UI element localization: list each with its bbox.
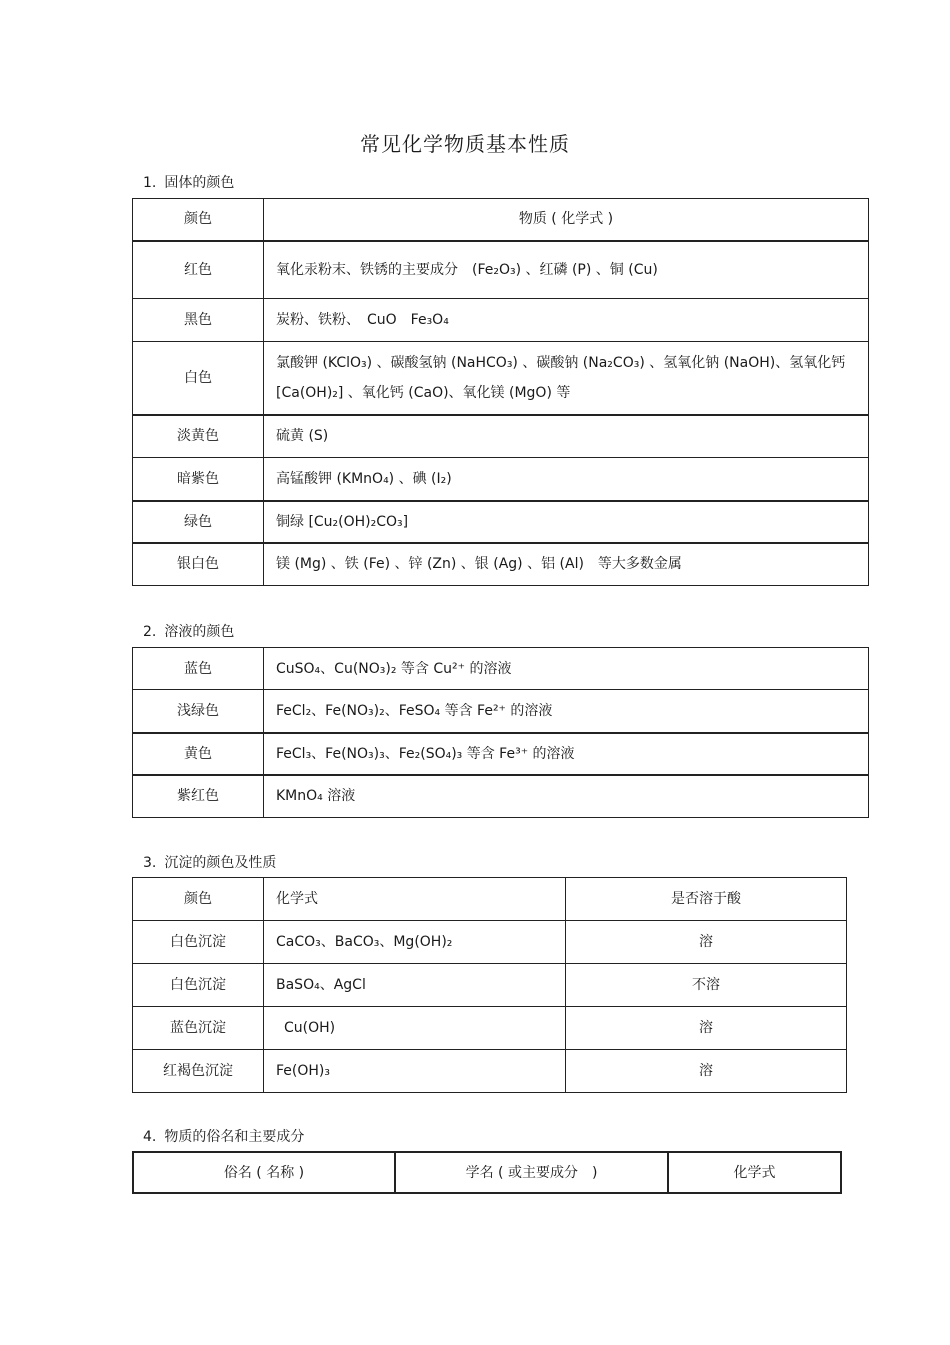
- substance-cell: 炭粉、铁粉、 CuO Fe₃O₄: [264, 299, 869, 342]
- substance-cell: CuSO₄、Cu(NO₃)₂ 等含 Cu²⁺ 的溶液: [264, 648, 869, 690]
- table-row: [133, 543, 869, 586]
- formula-cell: CaCO₃、BaCO₃、Mg(OH)₂: [264, 921, 566, 964]
- page-title: 常见化学物质基本性质: [360, 132, 570, 156]
- substance-cell: 高锰酸钾 (KMnO₄) 、碘 (I₂): [264, 458, 869, 501]
- column-header-substance: 物质 ( 化学式 ): [264, 199, 869, 241]
- common-names-table: [132, 1151, 842, 1194]
- substance-cell: 镁 (Mg) 、铁 (Fe) 、锌 (Zn) 、银 (Ag) 、铝 (Al) 等大多数金属: [264, 543, 869, 586]
- table-row: [133, 415, 869, 458]
- section-heading-solution: 2. 溶液的颜色: [143, 624, 235, 640]
- table-row: [133, 921, 847, 964]
- substance-cell: FeCl₃、Fe(NO₃)₃、Fe₂(SO₄)₃ 等含 Fe³⁺ 的溶液: [264, 733, 869, 775]
- solution-color-table: [132, 647, 869, 818]
- table-header-row: [133, 199, 869, 241]
- substance-cell: 铜绿 [Cu₂(OH)₂CO₃]: [264, 501, 869, 543]
- section-heading-solid: 1. 固体的颜色: [143, 175, 235, 191]
- table-row: [133, 648, 869, 690]
- color-cell: 蓝色沉淀: [133, 1007, 264, 1050]
- precipitate-table: [132, 877, 847, 1093]
- substance-cell: 氯酸钾 (KClO₃) 、碳酸氢钠 (NaHCO₃) 、碳酸钠 (Na₂CO₃) 、氢氧化钠 (NaOH)、氢氧化钙 [Ca(OH)₂] 、氧化钙 (CaO)、氧化镁 (MgO) 等: [264, 342, 869, 415]
- table-header-row: [133, 1152, 841, 1193]
- column-header-formula: 化学式: [668, 1152, 841, 1193]
- substance-cell: 氧化汞粉末、铁锈的主要成分 (Fe₂O₃) 、红磷 (P) 、铜 (Cu): [264, 241, 869, 299]
- color-cell: 红色: [133, 241, 264, 299]
- column-header-color: 颜色: [133, 199, 264, 241]
- table-row: [133, 458, 869, 501]
- column-header-common-name: 俗名 ( 名称 ): [133, 1152, 395, 1193]
- color-cell: 白色沉淀: [133, 964, 264, 1007]
- formula-cell: Fe(OH)₃: [264, 1050, 566, 1093]
- color-cell: 暗紫色: [133, 458, 264, 501]
- color-cell: 红褐色沉淀: [133, 1050, 264, 1093]
- formula-cell: Cu(OH): [264, 1007, 566, 1050]
- color-cell: 淡黄色: [133, 415, 264, 458]
- substance-cell: FeCl₂、Fe(NO₃)₂、FeSO₄ 等含 Fe²⁺ 的溶液: [264, 690, 869, 733]
- section-heading-precipitate: 3. 沉淀的颜色及性质: [143, 855, 277, 871]
- color-cell: 白色: [133, 342, 264, 415]
- color-cell: 绿色: [133, 501, 264, 543]
- formula-cell: BaSO₄、AgCl: [264, 964, 566, 1007]
- solid-color-table: [132, 198, 869, 586]
- color-cell: 黄色: [133, 733, 264, 775]
- color-cell: 蓝色: [133, 648, 264, 690]
- table-row: [133, 1050, 847, 1093]
- column-header-soluble: 是否溶于酸: [566, 878, 847, 921]
- substance-cell: KMnO₄ 溶液: [264, 775, 869, 818]
- color-cell: 白色沉淀: [133, 921, 264, 964]
- table-row: [133, 501, 869, 543]
- color-cell: 紫红色: [133, 775, 264, 818]
- column-header-formula: 化学式: [264, 878, 566, 921]
- column-header-scientific-name: 学名 ( 或主要成分 ): [395, 1152, 668, 1193]
- soluble-cell: 溶: [566, 921, 847, 964]
- section-heading-names: 4. 物质的俗名和主要成分: [143, 1129, 305, 1145]
- table-row: [133, 1007, 847, 1050]
- table-row: [133, 733, 869, 775]
- soluble-cell: 溶: [566, 1007, 847, 1050]
- table-row: [133, 299, 869, 342]
- table-header-row: [133, 878, 847, 921]
- table-row: [133, 241, 869, 299]
- color-cell: 黑色: [133, 299, 264, 342]
- substance-cell: 硫黄 (S): [264, 415, 869, 458]
- table-row: [133, 342, 869, 415]
- soluble-cell: 溶: [566, 1050, 847, 1093]
- color-cell: 浅绿色: [133, 690, 264, 733]
- table-row: [133, 690, 869, 733]
- column-header-color: 颜色: [133, 878, 264, 921]
- table-row: [133, 775, 869, 818]
- table-row: [133, 964, 847, 1007]
- color-cell: 银白色: [133, 543, 264, 586]
- soluble-cell: 不溶: [566, 964, 847, 1007]
